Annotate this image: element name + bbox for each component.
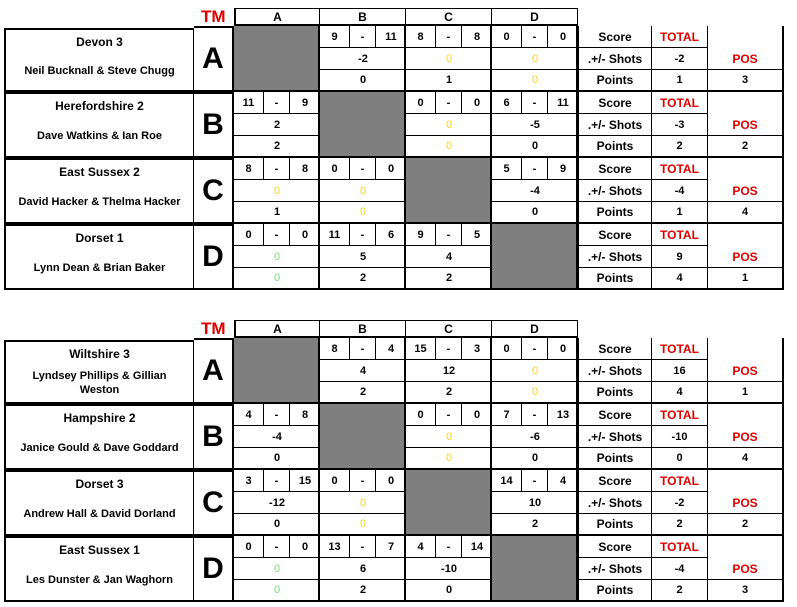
team-letter: B [194, 404, 234, 470]
shots-diff: 0 [492, 360, 578, 382]
points-label: Points [578, 136, 652, 158]
total-label: TOTAL [652, 404, 708, 426]
score-dash: - [436, 338, 462, 360]
team-box [4, 536, 194, 602]
score-for: 13 [320, 536, 350, 558]
points-label: Points [578, 268, 652, 290]
score-for: 6 [492, 92, 522, 114]
team-players: Neil Bucknall & Steve Chugg [24, 65, 175, 77]
score-for: 15 [406, 338, 436, 360]
score-dash: - [436, 404, 462, 426]
team-box [4, 92, 194, 158]
column-header-b: B [320, 8, 406, 26]
shots-diff: 0 [234, 246, 320, 268]
score-label: Score [578, 92, 652, 114]
score-dash: - [264, 404, 290, 426]
pos-blank [708, 338, 784, 360]
score-dash: - [264, 224, 290, 246]
match-points: 0 [406, 136, 492, 158]
shots-diff: 0 [406, 426, 492, 448]
pos-blank [708, 92, 784, 114]
position: 3 [708, 70, 784, 92]
self-match-shaded [492, 224, 578, 290]
shots-label: .+/- Shots [578, 114, 652, 136]
total-shots: -2 [652, 48, 708, 70]
score-against: 4 [548, 470, 578, 492]
team-players: Lynn Dean & Brian Baker [33, 262, 166, 274]
total-points: 2 [652, 514, 708, 536]
column-header-a: A [234, 320, 320, 338]
team-name: Herefordshire 2 [55, 99, 144, 113]
score-for: 11 [320, 224, 350, 246]
match-points: 2 [406, 268, 492, 290]
match-points: 0 [234, 268, 320, 290]
score-against: 4 [376, 338, 406, 360]
position: 1 [708, 382, 784, 404]
total-label: TOTAL [652, 470, 708, 492]
points-label: Points [578, 514, 652, 536]
pos-blank [708, 224, 784, 246]
position: 1 [708, 268, 784, 290]
score-dash: - [522, 404, 548, 426]
points-label: Points [578, 382, 652, 404]
self-match-shaded [406, 470, 492, 536]
score-dash: - [350, 470, 376, 492]
total-points: 4 [652, 268, 708, 290]
total-points: 0 [652, 448, 708, 470]
total-label: TOTAL [652, 92, 708, 114]
score-for: 8 [234, 158, 264, 180]
score-dash: - [522, 92, 548, 114]
score-label: Score [578, 338, 652, 360]
score-dash: - [264, 536, 290, 558]
match-points: 1 [234, 202, 320, 224]
total-points: 4 [652, 382, 708, 404]
pos-label: POS [708, 246, 784, 268]
score-against: 0 [376, 470, 406, 492]
results-group [0, 320, 797, 602]
score-dash: - [350, 224, 376, 246]
score-for: 8 [406, 26, 436, 48]
team-letter: A [194, 338, 234, 404]
team-players: Dave Watkins & Ian Roe [37, 130, 162, 142]
team-box [4, 158, 194, 224]
score-for: 14 [492, 470, 522, 492]
tm-label: TM [201, 319, 226, 338]
team-letter: D [194, 536, 234, 602]
points-label: Points [578, 202, 652, 224]
match-points: 2 [320, 382, 406, 404]
total-label: TOTAL [652, 536, 708, 558]
score-label: Score [578, 158, 652, 180]
score-against: 0 [548, 338, 578, 360]
total-shots: -10 [652, 426, 708, 448]
team-box [4, 470, 194, 536]
total-label: TOTAL [652, 224, 708, 246]
team-name: East Sussex 1 [59, 543, 140, 557]
pos-label: POS [708, 558, 784, 580]
pos-label: POS [708, 360, 784, 382]
shots-label: .+/- Shots [578, 558, 652, 580]
column-header-d: D [492, 8, 578, 26]
score-label: Score [578, 536, 652, 558]
shots-diff: 4 [406, 246, 492, 268]
shots-diff: -5 [492, 114, 578, 136]
total-shots: 9 [652, 246, 708, 268]
score-dash: - [522, 470, 548, 492]
shots-label: .+/- Shots [578, 426, 652, 448]
match-points: 2 [492, 514, 578, 536]
shots-diff: 0 [320, 492, 406, 514]
shots-diff: 0 [406, 48, 492, 70]
shots-label: .+/- Shots [578, 246, 652, 268]
score-against: 0 [462, 404, 492, 426]
team-box [4, 340, 194, 404]
team-letter: C [194, 470, 234, 536]
score-for: 0 [234, 224, 264, 246]
match-points: 0 [492, 136, 578, 158]
team-name: Devon 3 [76, 35, 123, 49]
pos-label: POS [708, 426, 784, 448]
position: 2 [708, 514, 784, 536]
team-box [4, 224, 194, 290]
score-dash: - [436, 224, 462, 246]
column-header-a: A [234, 8, 320, 26]
shots-diff: 0 [406, 114, 492, 136]
score-for: 3 [234, 470, 264, 492]
team-name: Dorset 3 [75, 477, 124, 491]
score-dash: - [264, 470, 290, 492]
shots-diff: 4 [320, 360, 406, 382]
position: 2 [708, 136, 784, 158]
score-dash: - [264, 158, 290, 180]
column-header-c: C [406, 320, 492, 338]
score-against: 5 [462, 224, 492, 246]
score-against: 3 [462, 338, 492, 360]
position: 4 [708, 202, 784, 224]
team-name: Dorset 1 [75, 231, 124, 245]
score-against: 7 [376, 536, 406, 558]
column-header-c: C [406, 8, 492, 26]
match-points: 2 [234, 136, 320, 158]
score-against: 14 [462, 536, 492, 558]
total-shots: -4 [652, 180, 708, 202]
score-for: 4 [234, 404, 264, 426]
points-label: Points [578, 448, 652, 470]
position: 4 [708, 448, 784, 470]
score-dash: - [350, 26, 376, 48]
total-label: TOTAL [652, 158, 708, 180]
score-for: 11 [234, 92, 264, 114]
score-against: 11 [548, 92, 578, 114]
score-for: 0 [320, 158, 350, 180]
self-match-shaded [234, 26, 320, 92]
shots-diff: 6 [320, 558, 406, 580]
score-for: 9 [406, 224, 436, 246]
pos-label: POS [708, 48, 784, 70]
total-shots: 16 [652, 360, 708, 382]
score-dash: - [436, 26, 462, 48]
total-points: 2 [652, 580, 708, 602]
score-dash: - [522, 158, 548, 180]
total-shots: -4 [652, 558, 708, 580]
shots-diff: 5 [320, 246, 406, 268]
score-dash: - [436, 92, 462, 114]
score-for: 0 [406, 404, 436, 426]
points-label: Points [578, 70, 652, 92]
total-points: 2 [652, 136, 708, 158]
score-for: 0 [406, 92, 436, 114]
score-against: 13 [548, 404, 578, 426]
score-dash: - [522, 26, 548, 48]
position: 3 [708, 580, 784, 602]
score-against: 8 [290, 158, 320, 180]
total-shots: -2 [652, 492, 708, 514]
team-name: Wiltshire 3 [69, 347, 130, 361]
score-for: 0 [320, 470, 350, 492]
shots-diff: -10 [406, 558, 492, 580]
match-points: 0 [320, 514, 406, 536]
score-dash: - [436, 536, 462, 558]
score-against: 9 [548, 158, 578, 180]
team-name: East Sussex 2 [59, 165, 140, 179]
shots-diff: -4 [234, 426, 320, 448]
shots-label: .+/- Shots [578, 492, 652, 514]
column-header-b: B [320, 320, 406, 338]
team-box [4, 404, 194, 470]
shots-diff: 0 [234, 558, 320, 580]
score-for: 0 [492, 26, 522, 48]
match-points: 0 [406, 580, 492, 602]
self-match-shaded [234, 338, 320, 404]
team-players: Janice Gould & Dave Goddard [20, 442, 179, 454]
match-points: 0 [320, 202, 406, 224]
team-players: Les Dunster & Jan Waghorn [26, 574, 173, 586]
score-dash: - [350, 338, 376, 360]
pos-label: POS [708, 114, 784, 136]
self-match-shaded [406, 158, 492, 224]
team-box [4, 28, 194, 92]
score-label: Score [578, 404, 652, 426]
score-for: 0 [492, 338, 522, 360]
shots-diff: -6 [492, 426, 578, 448]
score-dash: - [350, 158, 376, 180]
pos-label: POS [708, 180, 784, 202]
total-points: 1 [652, 202, 708, 224]
tm-label: TM [201, 7, 226, 26]
team-players: Lyndsey Phillips & Gillian Weston [32, 370, 167, 396]
pos-blank [708, 470, 784, 492]
score-against: 8 [290, 404, 320, 426]
score-for: 4 [406, 536, 436, 558]
match-points: 2 [320, 580, 406, 602]
score-against: 0 [548, 26, 578, 48]
shots-diff: 10 [492, 492, 578, 514]
score-against: 11 [376, 26, 406, 48]
score-against: 0 [290, 536, 320, 558]
match-points: 2 [320, 268, 406, 290]
match-points: 0 [234, 514, 320, 536]
pos-blank [708, 158, 784, 180]
points-label: Points [578, 580, 652, 602]
shots-diff: 0 [234, 180, 320, 202]
shots-diff: 0 [320, 180, 406, 202]
team-letter: D [194, 224, 234, 290]
score-label: Score [578, 224, 652, 246]
shots-label: .+/- Shots [578, 180, 652, 202]
score-for: 5 [492, 158, 522, 180]
score-dash: - [350, 536, 376, 558]
shots-label: .+/- Shots [578, 48, 652, 70]
score-against: 15 [290, 470, 320, 492]
pos-label: POS [708, 492, 784, 514]
score-label: Score [578, 470, 652, 492]
match-points: 0 [492, 202, 578, 224]
match-points: 2 [406, 382, 492, 404]
team-players: David Hacker & Thelma Hacker [18, 196, 181, 208]
self-match-shaded [492, 536, 578, 602]
score-against: 8 [462, 26, 492, 48]
shots-diff: 12 [406, 360, 492, 382]
score-against: 0 [462, 92, 492, 114]
score-for: 0 [234, 536, 264, 558]
shots-diff: -4 [492, 180, 578, 202]
total-shots: -3 [652, 114, 708, 136]
total-label: TOTAL [652, 338, 708, 360]
match-points: 0 [492, 382, 578, 404]
team-letter: B [194, 92, 234, 158]
column-header-d: D [492, 320, 578, 338]
shots-diff: -12 [234, 492, 320, 514]
score-for: 9 [320, 26, 350, 48]
match-points: 1 [406, 70, 492, 92]
score-dash: - [522, 338, 548, 360]
match-points: 0 [492, 70, 578, 92]
score-label: Score [578, 26, 652, 48]
score-against: 0 [290, 224, 320, 246]
team-name: Hampshire 2 [63, 411, 136, 425]
shots-label: .+/- Shots [578, 360, 652, 382]
pos-blank [708, 26, 784, 48]
match-points: 0 [234, 448, 320, 470]
pos-blank [708, 536, 784, 558]
score-against: 6 [376, 224, 406, 246]
results-group [0, 8, 797, 290]
self-match-shaded [320, 404, 406, 470]
score-against: 0 [376, 158, 406, 180]
team-players: Andrew Hall & David Dorland [23, 508, 176, 520]
score-for: 8 [320, 338, 350, 360]
match-points: 0 [320, 70, 406, 92]
pos-blank [708, 404, 784, 426]
shots-diff: 2 [234, 114, 320, 136]
match-points: 0 [492, 448, 578, 470]
score-dash: - [264, 92, 290, 114]
team-letter: C [194, 158, 234, 224]
score-against: 9 [290, 92, 320, 114]
match-points: 0 [234, 580, 320, 602]
total-points: 1 [652, 70, 708, 92]
team-letter: A [194, 26, 234, 92]
match-points: 0 [406, 448, 492, 470]
total-label: TOTAL [652, 26, 708, 48]
shots-diff: 0 [492, 48, 578, 70]
shots-diff: -2 [320, 48, 406, 70]
score-for: 7 [492, 404, 522, 426]
self-match-shaded [320, 92, 406, 158]
